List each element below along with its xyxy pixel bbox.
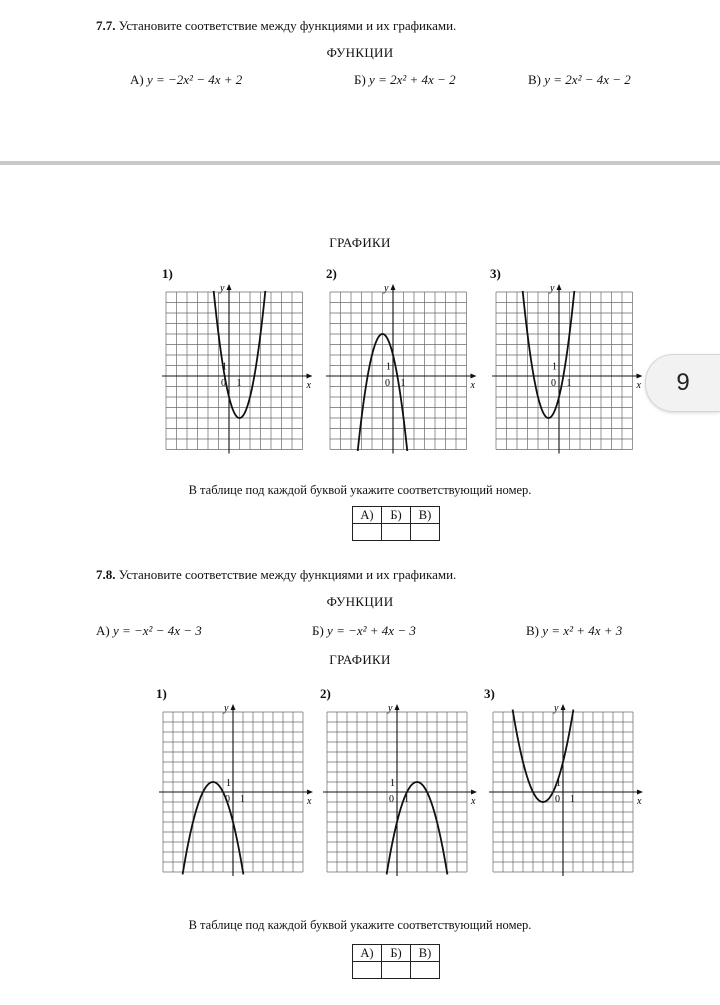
y-unit-label: 1	[556, 778, 561, 789]
page-divider	[0, 161, 720, 165]
function-formula: y = 2x² − 4x − 2	[544, 72, 631, 87]
task-7-8-graph-1	[157, 702, 312, 896]
task-7-8-graph-1-number: 1)	[156, 686, 167, 701]
task-7-8-number: 7.8.	[96, 567, 116, 582]
answer-header-b: Б)	[382, 945, 411, 962]
function-formula: y = −x² + 4x − 3	[327, 623, 416, 638]
y-axis-arrow	[395, 704, 400, 710]
answer-cell-a[interactable]	[353, 524, 382, 541]
x-axis-arrow	[637, 790, 643, 795]
y-axis-arrow	[227, 284, 232, 290]
task-7-8-graph-2	[321, 702, 476, 896]
task-7-7-graph-2	[324, 282, 474, 464]
task-7-8-text: Установите соответствие между функциями и их графиками.	[118, 567, 457, 582]
answer-header-b: Б)	[382, 507, 411, 524]
task-7-7-number: 7.7.	[96, 18, 116, 33]
answer-header-a: А)	[353, 945, 382, 962]
answer-cell-b[interactable]	[382, 962, 411, 979]
task-7-8-graph-2-number: 2)	[320, 686, 331, 701]
origin-label: 0	[389, 794, 394, 805]
answer-header-c: В)	[411, 945, 440, 962]
function-formula: y = x² + 4x + 3	[542, 623, 623, 638]
task-7-7-function-c	[528, 72, 631, 88]
grid	[330, 292, 467, 450]
origin-label: 0	[225, 794, 230, 805]
x-axis-label: x	[470, 380, 475, 391]
task-7-7-functions-title: ФУНКЦИИ	[326, 45, 394, 60]
answer-cell-c[interactable]	[411, 962, 440, 979]
y-axis-arrow	[391, 284, 396, 290]
y-axis-label: y	[384, 283, 389, 294]
task-7-7-heading	[96, 18, 456, 34]
y-axis-label: y	[224, 703, 229, 714]
x-unit-label: 1	[240, 794, 245, 805]
origin-label: 0	[551, 378, 556, 389]
task-7-7-graph-3-number: 3)	[490, 266, 501, 281]
y-axis-arrow	[557, 284, 562, 290]
answer-header-c: В)	[411, 507, 440, 524]
y-axis-arrow	[561, 704, 566, 710]
task-7-7-instruction: В таблице под каждой буквой укажите соответствующий номер.	[188, 483, 532, 497]
function-formula: y = −x² − 4x − 3	[112, 623, 202, 638]
y-axis-label: y	[550, 283, 555, 294]
task-7-8-function-b	[312, 623, 416, 639]
task-7-7-text: Установите соответствие между функциями и их графиками.	[118, 18, 457, 33]
answer-header-a: А)	[353, 507, 382, 524]
task-7-7-answer-table	[352, 506, 440, 541]
y-unit-label: 1	[552, 361, 557, 373]
x-axis-label: x	[306, 380, 311, 391]
x-axis-arrow	[471, 374, 477, 379]
task-7-7-graph-3	[490, 282, 640, 464]
y-unit-label: 1	[386, 361, 391, 373]
x-axis-arrow	[307, 790, 313, 795]
function-label: Б)	[354, 72, 366, 87]
function-label: В)	[528, 72, 541, 87]
x-axis-arrow	[307, 374, 313, 379]
answer-cell-b[interactable]	[382, 524, 411, 541]
task-7-8-graphs-title: ГРАФИКИ	[329, 652, 391, 667]
x-unit-label: 1	[400, 378, 406, 389]
x-axis-label: x	[307, 796, 312, 807]
x-unit-label: 1	[570, 794, 575, 805]
task-7-7-graph-1	[160, 282, 310, 464]
answer-cell-c[interactable]	[411, 524, 440, 541]
task-7-8-function-a	[96, 623, 202, 639]
task-7-8-graph-3	[487, 702, 642, 896]
task-7-8-function-c	[526, 623, 622, 639]
y-axis-label: y	[220, 283, 225, 294]
page-number: 9	[676, 369, 690, 396]
y-axis-label: y	[388, 703, 393, 714]
origin-label: 0	[385, 378, 390, 389]
y-unit-label: 1	[226, 778, 231, 789]
origin-label: 0	[221, 378, 226, 389]
function-formula: y = 2x² + 4x − 2	[369, 72, 456, 87]
task-7-8-heading	[96, 567, 456, 583]
x-unit-label: 1	[404, 794, 409, 805]
task-7-8-graph-3-number: 3)	[484, 686, 495, 701]
task-7-7-graphs-title: ГРАФИКИ	[329, 235, 391, 250]
page-number-tab[interactable]	[645, 354, 720, 412]
task-7-7-function-a	[130, 72, 242, 88]
origin-label: 0	[555, 794, 560, 805]
y-unit-label: 1	[222, 361, 227, 373]
task-7-7-graph-1-number: 1)	[162, 266, 173, 281]
y-unit-label: 1	[390, 778, 395, 789]
x-axis-arrow	[637, 374, 643, 379]
function-label: А)	[130, 72, 144, 87]
function-label: А)	[96, 623, 110, 638]
function-label: Б)	[312, 623, 324, 638]
answer-cell-a[interactable]	[353, 962, 382, 979]
x-unit-label: 1	[236, 378, 242, 389]
task-7-7-graph-2-number: 2)	[326, 266, 337, 281]
x-axis-label: x	[471, 796, 476, 807]
function-formula: y = −2x² − 4x + 2	[146, 72, 243, 87]
function-label: В)	[526, 623, 539, 638]
task-7-7-function-b	[354, 72, 456, 88]
grid	[166, 292, 303, 450]
task-7-8-functions-title: ФУНКЦИИ	[326, 594, 394, 609]
y-axis-arrow	[231, 704, 236, 710]
x-axis-label: x	[637, 796, 642, 807]
x-axis-label: x	[636, 380, 641, 391]
task-7-8-instruction: В таблице под каждой буквой укажите соответствующий номер.	[188, 918, 532, 932]
x-unit-label: 1	[566, 378, 572, 389]
x-axis-arrow	[471, 790, 477, 795]
task-7-8-answer-table	[352, 944, 440, 979]
y-axis-label: y	[554, 703, 559, 714]
